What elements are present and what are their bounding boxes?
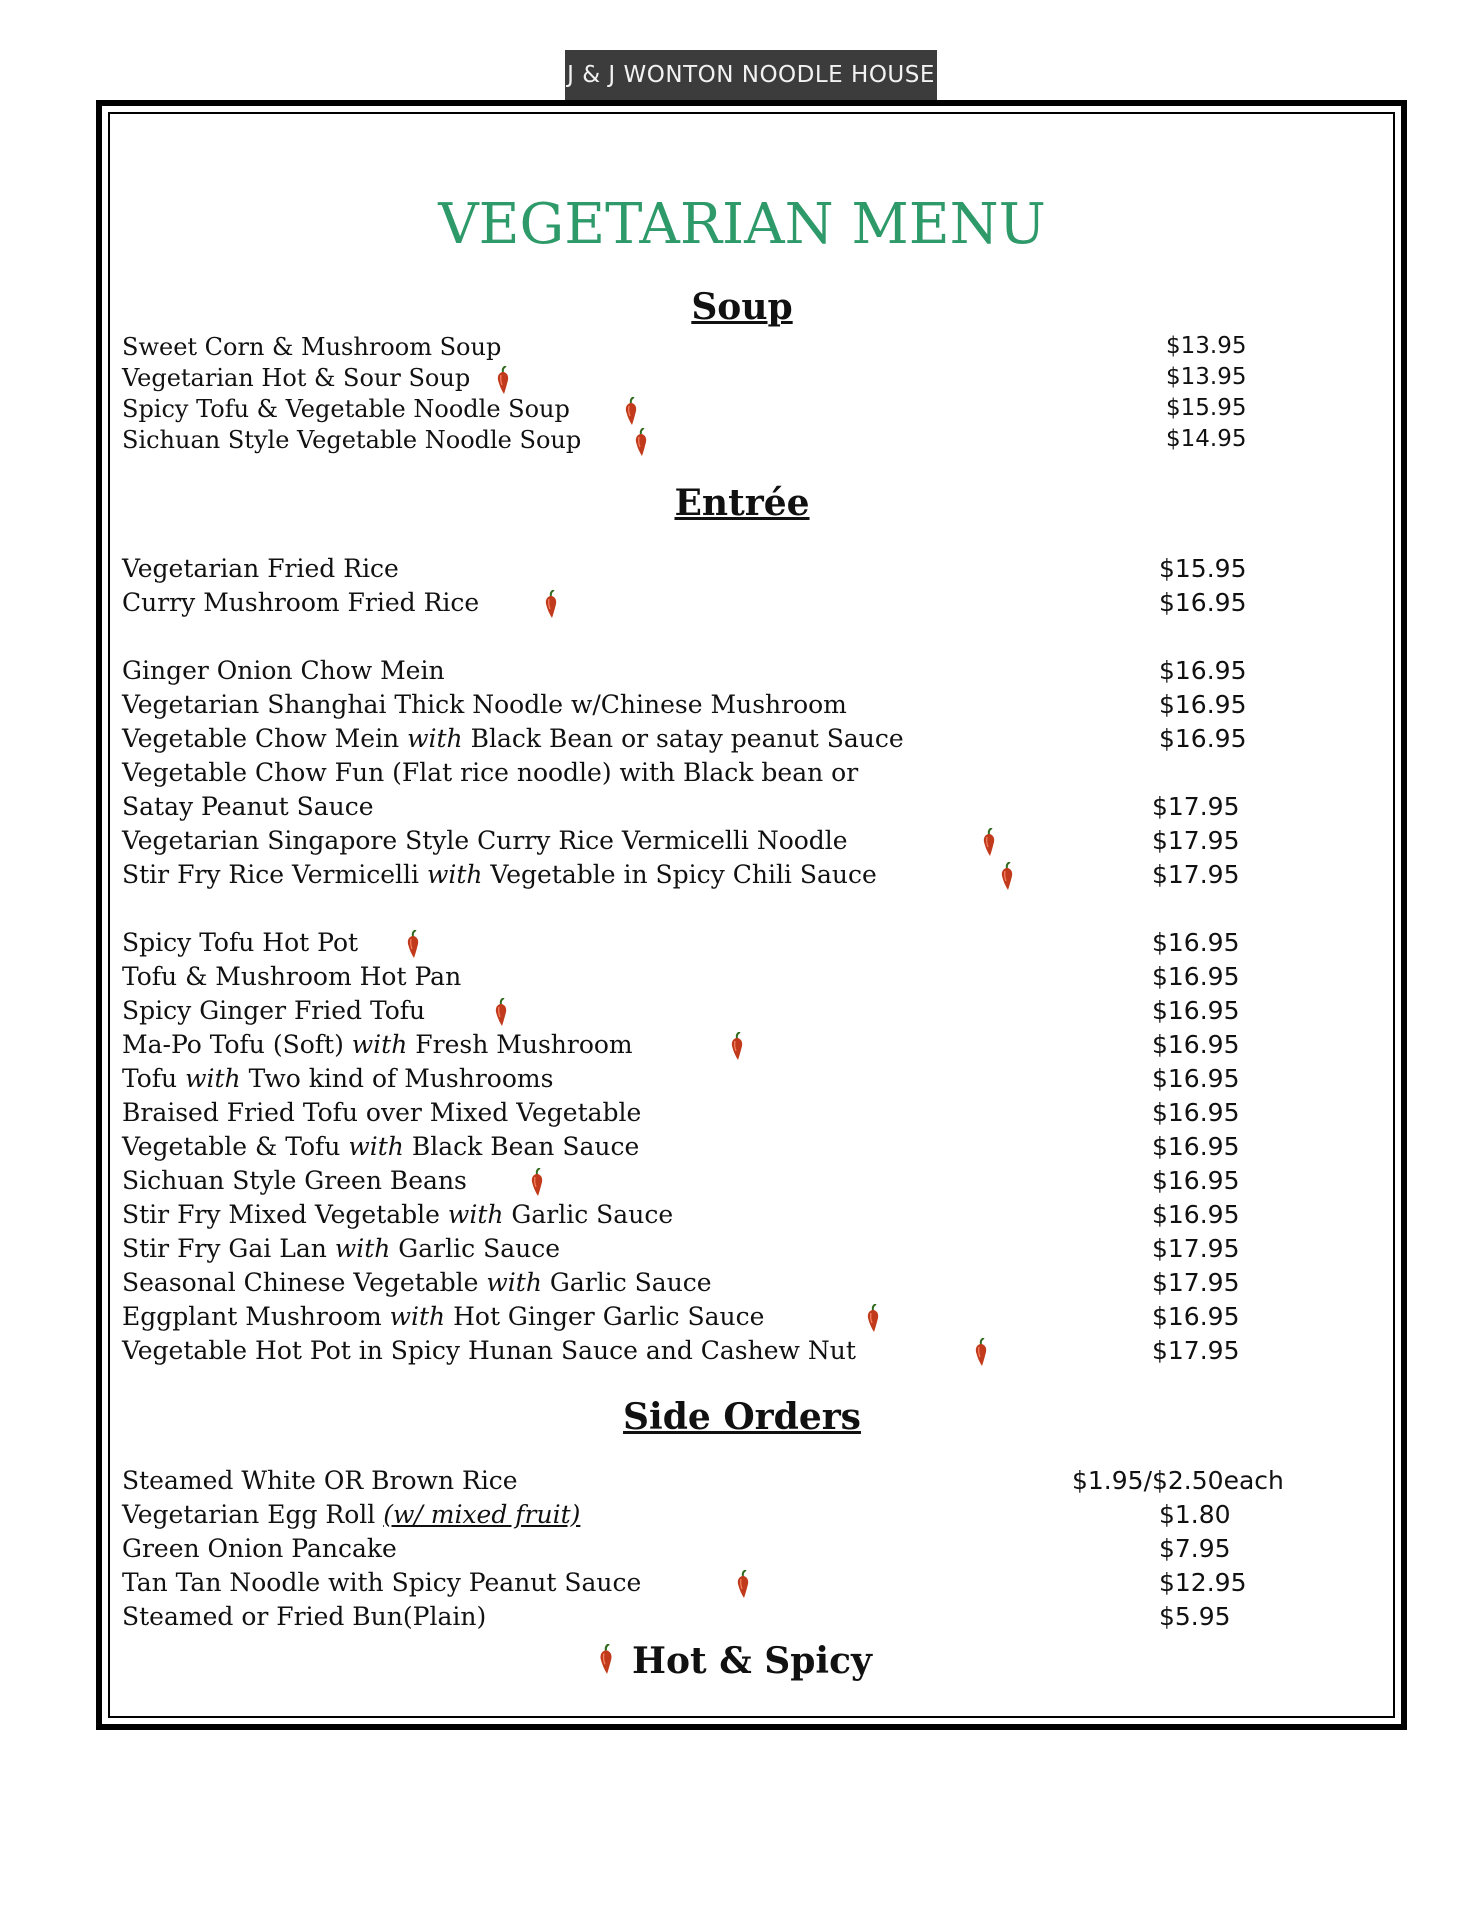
item-name: Vegetable Hot Pot in Spicy Hunan Sauce and Cashew Nut [122,1336,856,1365]
item-price: $16.95 [1159,690,1247,719]
item-name: Sichuan Style Vegetable Noodle Soup [122,426,582,454]
chili-pepper-icon [494,366,512,396]
item-price: $16.95 [1152,1302,1240,1331]
item-price: $16.95 [1152,996,1240,1025]
item-name: Satay Peanut Sauce [122,792,374,821]
item-name: Steamed or Fried Bun(Plain) [122,1602,487,1631]
item-name: Stir Fry Gai Lan with Garlic Sauce [122,1234,561,1263]
menu-title: VEGETARIAN MENU [438,192,1046,257]
chili-pepper-icon [980,828,998,858]
item-price: $17.95 [1152,1268,1240,1297]
item-name: Vegetarian Shanghai Thick Noodle w/Chinese Mushroom [122,690,847,719]
chili-pepper-icon [542,590,560,620]
item-name: Stir Fry Rice Vermicelli with Vegetable in Spicy Chili Sauce [122,860,877,889]
item-price: $16.95 [1152,1166,1240,1195]
item-price: $17.95 [1152,1336,1240,1365]
item-price: $17.95 [1152,826,1240,855]
item-name: Tofu with Two kind of Mushrooms [122,1064,554,1093]
item-name: Vegetable Chow Mein with Black Bean or satay peanut Sauce [122,724,904,753]
chili-pepper-icon [972,1338,990,1368]
item-name: Vegetarian Hot & Sour Soup [122,364,471,392]
chili-pepper-icon [596,1644,616,1676]
item-name: Seasonal Chinese Vegetable with Garlic Sauce [122,1268,712,1297]
item-price: $1.95/$2.50each [1072,1466,1284,1495]
item-name: Ma-Po Tofu (Soft) with Fresh Mushroom [122,1030,633,1059]
chili-pepper-icon [998,862,1016,892]
item-price: $15.95 [1166,395,1247,421]
restaurant-name: J & J WONTON NOODLE HOUSE [567,62,935,88]
item-price: $16.95 [1152,1064,1240,1093]
item-price: $14.95 [1166,426,1247,452]
chili-pepper-icon [734,1570,752,1600]
item-price: $16.95 [1159,724,1247,753]
item-price: $16.95 [1159,588,1247,617]
item-price: $7.95 [1159,1534,1231,1563]
soup-heading: Soup [691,286,793,328]
item-price: $17.95 [1152,1234,1240,1263]
item-name: Vegetable & Tofu with Black Bean Sauce [122,1132,640,1161]
item-price: $16.95 [1152,1132,1240,1161]
item-price: $17.95 [1152,792,1240,821]
item-price: $1.80 [1159,1500,1231,1529]
item-name: Tan Tan Noodle with Spicy Peanut Sauce [122,1568,642,1597]
item-name: Spicy Tofu & Vegetable Noodle Soup [122,395,570,423]
chili-pepper-icon [528,1168,546,1198]
item-name: Sweet Corn & Mushroom Soup [122,333,502,361]
item-name: Spicy Ginger Fried Tofu [122,996,426,1025]
chili-pepper-icon [864,1304,882,1334]
legend-label: Hot & Spicy [632,1640,872,1682]
item-price: $15.95 [1159,554,1247,583]
item-name: Eggplant Mushroom with Hot Ginger Garlic Sauce [122,1302,765,1331]
item-price: $16.95 [1152,1098,1240,1127]
chili-pepper-icon [728,1032,746,1062]
item-price: $16.95 [1152,1030,1240,1059]
item-name: Green Onion Pancake [122,1534,397,1563]
item-price: $12.95 [1159,1568,1247,1597]
item-price: $16.95 [1152,1200,1240,1229]
chili-pepper-icon [404,930,422,960]
item-price: $16.95 [1152,928,1240,957]
item-name: Vegetable Chow Fun (Flat rice noodle) with Black bean or [122,758,859,787]
item-price: $16.95 [1159,656,1247,685]
item-price: $16.95 [1152,962,1240,991]
item-name: Vegetarian Singapore Style Curry Rice Vermicelli Noodle [122,826,848,855]
item-name: Braised Fried Tofu over Mixed Vegetable [122,1098,642,1127]
item-name: Steamed White OR Brown Rice [122,1466,518,1495]
chili-pepper-icon [632,428,650,458]
item-name: Spicy Tofu Hot Pot [122,928,359,957]
item-price: $13.95 [1166,364,1247,390]
item-price: $17.95 [1152,860,1240,889]
chili-pepper-icon [622,397,640,427]
item-name: Stir Fry Mixed Vegetable with Garlic Sauce [122,1200,674,1229]
item-name: Vegetarian Fried Rice [122,554,399,583]
item-name: Curry Mushroom Fried Rice [122,588,480,617]
item-price: $13.95 [1166,333,1247,359]
side-orders-heading: Side Orders [623,1396,861,1438]
entree-heading: Entrée [674,482,810,524]
item-name: Ginger Onion Chow Mein [122,656,445,685]
item-price: $5.95 [1159,1602,1231,1631]
restaurant-name-banner [565,50,937,100]
item-name: Tofu & Mushroom Hot Pan [122,962,462,991]
item-name: Vegetarian Egg Roll (w/ mixed fruit) [122,1500,581,1529]
chili-pepper-icon [492,998,510,1028]
item-name: Sichuan Style Green Beans [122,1166,467,1195]
